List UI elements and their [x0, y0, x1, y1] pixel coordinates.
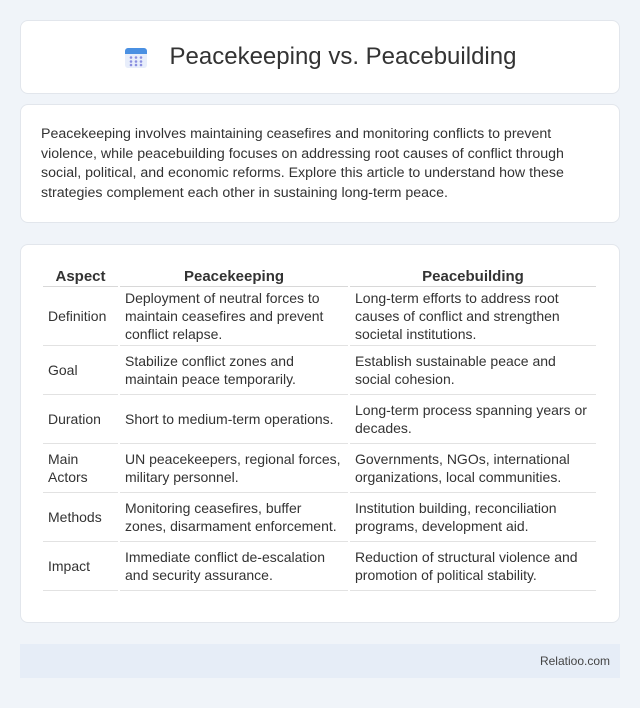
page-title: Peacekeeping vs. Peacebuilding	[169, 43, 517, 70]
header-aspect: Aspect	[43, 265, 118, 287]
row-aspect: Duration	[43, 395, 118, 444]
row-peacebuilding: Long-term efforts to address root causes of conflict and strengthen societal institutions.	[350, 287, 596, 346]
table-row	[43, 444, 596, 493]
row-peacekeeping: Immediate conflict de-escalation and security assurance.	[120, 542, 348, 591]
row-aspect: Methods	[43, 493, 118, 542]
calendar-icon	[124, 45, 148, 69]
row-peacekeeping: Monitoring ceasefires, buffer zones, disarmament enforcement.	[120, 493, 348, 542]
footer	[20, 644, 620, 678]
row-peacekeeping: Short to medium-term operations.	[120, 395, 348, 444]
row-peacebuilding: Institution building, reconciliation programs, development aid.	[350, 493, 596, 542]
row-aspect: Impact	[43, 542, 118, 591]
intro-card	[20, 104, 620, 223]
table-row	[43, 542, 596, 591]
row-peacekeeping: Deployment of neutral forces to maintain ceasefires and prevent conflict relapse.	[120, 287, 348, 346]
table-header-row	[43, 265, 596, 287]
row-aspect: Goal	[43, 346, 118, 395]
row-aspect: Definition	[43, 287, 118, 346]
footer-site[interactable]: Relatioo.com	[539, 654, 610, 668]
comparison-table-card	[20, 244, 620, 623]
row-peacebuilding: Establish sustainable peace and social cohesion.	[350, 346, 596, 395]
comparison-table	[41, 265, 598, 591]
row-peacekeeping: Stabilize conflict zones and maintain peace temporarily.	[120, 346, 348, 395]
header-peacekeeping: Peacekeeping	[120, 265, 348, 287]
table-row	[43, 395, 596, 444]
table-row	[43, 287, 596, 346]
intro-text: Peacekeeping involves maintaining ceasefires and monitoring conflicts to prevent violence, while peacebuilding focuses on addressing root causes of conflict through social, political, and economic reforms. Explore this article to understand how these strategies complement each other in sustaining long-term peace.	[41, 126, 564, 201]
title-card	[20, 20, 620, 94]
row-peacebuilding: Reduction of structural violence and promotion of political stability.	[350, 542, 596, 591]
table-row	[43, 493, 596, 542]
row-peacebuilding: Long-term process spanning years or decades.	[350, 395, 596, 444]
row-aspect: Main Actors	[43, 444, 118, 493]
row-peacekeeping: UN peacekeepers, regional forces, military personnel.	[120, 444, 348, 493]
row-peacebuilding: Governments, NGOs, international organizations, local communities.	[350, 444, 596, 493]
header-peacebuilding: Peacebuilding	[350, 265, 596, 287]
table-row	[43, 346, 596, 395]
